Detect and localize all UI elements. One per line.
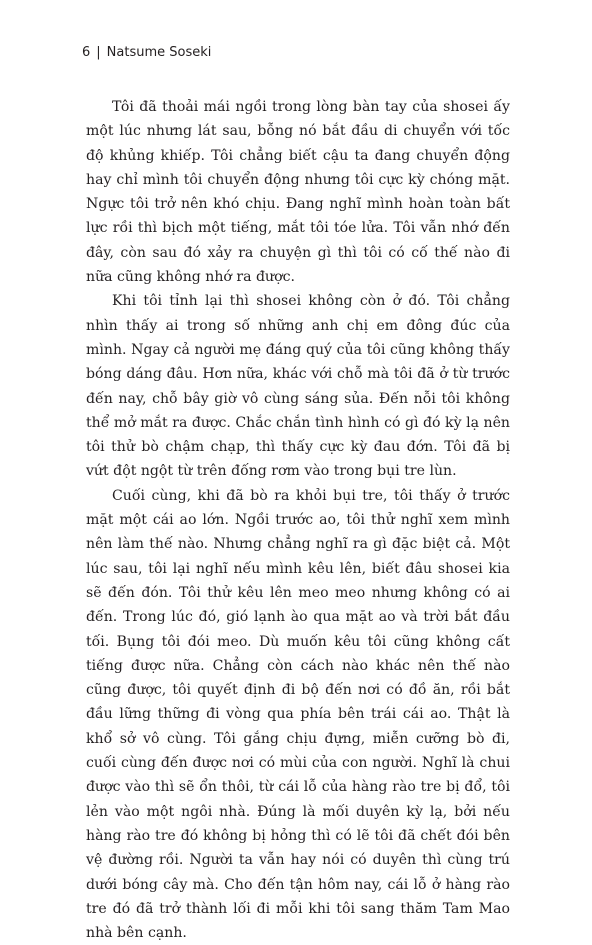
author-name: Natsume Soseki bbox=[106, 45, 212, 60]
paragraph-3: Cuối cùng, khi đã bò ra khỏi bụi tre, tôi thấy ở trước mặt một cái ao lớn. Ngồi trước ao, tôi thử nghĩ xem mình nên làm thế nào. Nhưng chẳng nghĩ ra gì đặc biệt cả. Một lúc sau, tôi lại nghĩ nếu mình kêu lên, biết đâu shosei kia sẽ đến đón. Tôi thử kêu lên meo meo nhưng không có ai đến. Trong lúc đó, gió lạnh ào qua mặt ao và trời bắt đầu tối. Bụng tôi đói meo. Dù muốn kêu tôi cũng không cất tiếng được nữa. Chẳng còn cách nào khác nên thế nào cũng được, tôi quyết định đi bộ đến nơi có đồ ăn, rồi bắt đầu lững thững đi vòng qua phía bên trái cái ao. Thật là khổ sở vô cùng. Tôi gắng chịu đựng, miễn cưỡng bò đi, cuối cùng đến được nơi có mùi của con người. Nghĩ là chui được vào thì sẽ ổn thôi, từ cái lỗ của hàng rào tre bị đổ, tôi lẻn vào một ngôi nhà. Đúng là mối duyên kỳ lạ, bởi nếu hàng rào tre đó không bị hỏng thì có lẽ tôi đã chết đói bên vệ đường rồi. Người ta vẫn hay nói có duyên thì cùng trú dưới bóng cây mà. Cho đến tận hôm nay, cái lỗ ở hàng rào tre đó đã trở thành lối đi mỗi khi tôi sang thăm Tam Mao nhà bên cạnh. bbox=[86, 487, 510, 942]
page-number: 6 bbox=[82, 45, 91, 60]
paragraph-2: Khi tôi tỉnh lại thì shosei không còn ở đó. Tôi chẳng nhìn thấy ai trong số những anh chị em đông đúc của mình. Ngay cả người mẹ đáng quý của tôi cũng không thấy bóng dáng đâu. Hơn nữa, khác với chỗ mà tôi đã ở từ trước đến nay, chỗ bây giờ vô cùng sáng sủa. Đến nỗi tôi không thể mở mắt ra được. Chắc chắn tình hình có gì đó kỳ lạ nên tôi thử bò chậm chạp, thì thấy cực kỳ đau đớn. Tôi đã bị vứt đột ngột từ trên đống rơm vào trong bụi tre lùn. bbox=[86, 293, 510, 480]
header-separator: | bbox=[96, 45, 101, 60]
running-header bbox=[82, 45, 211, 60]
paragraph-1: Tôi đã thoải mái ngồi trong lòng bàn tay của shosei ấy một lúc nhưng lát sau, bỗng nó bắt đầu di chuyển với tốc độ khủng khiếp. Tôi chẳng biết cậu ta đang chuyển động hay chỉ mình tôi chuyển động nhưng tôi cực kỳ chóng mặt. Ngực tôi trở nên khó chịu. Đang nghĩ mình hoàn toàn bất lực rồi thì bịch một tiếng, mắt tôi tóe lửa. Tôi vẫn nhớ đến đây, còn sau đó xảy ra chuyện gì thì tôi có cố thế nào đi nữa cũng không nhớ ra được. bbox=[86, 99, 510, 286]
body-text bbox=[86, 95, 510, 945]
